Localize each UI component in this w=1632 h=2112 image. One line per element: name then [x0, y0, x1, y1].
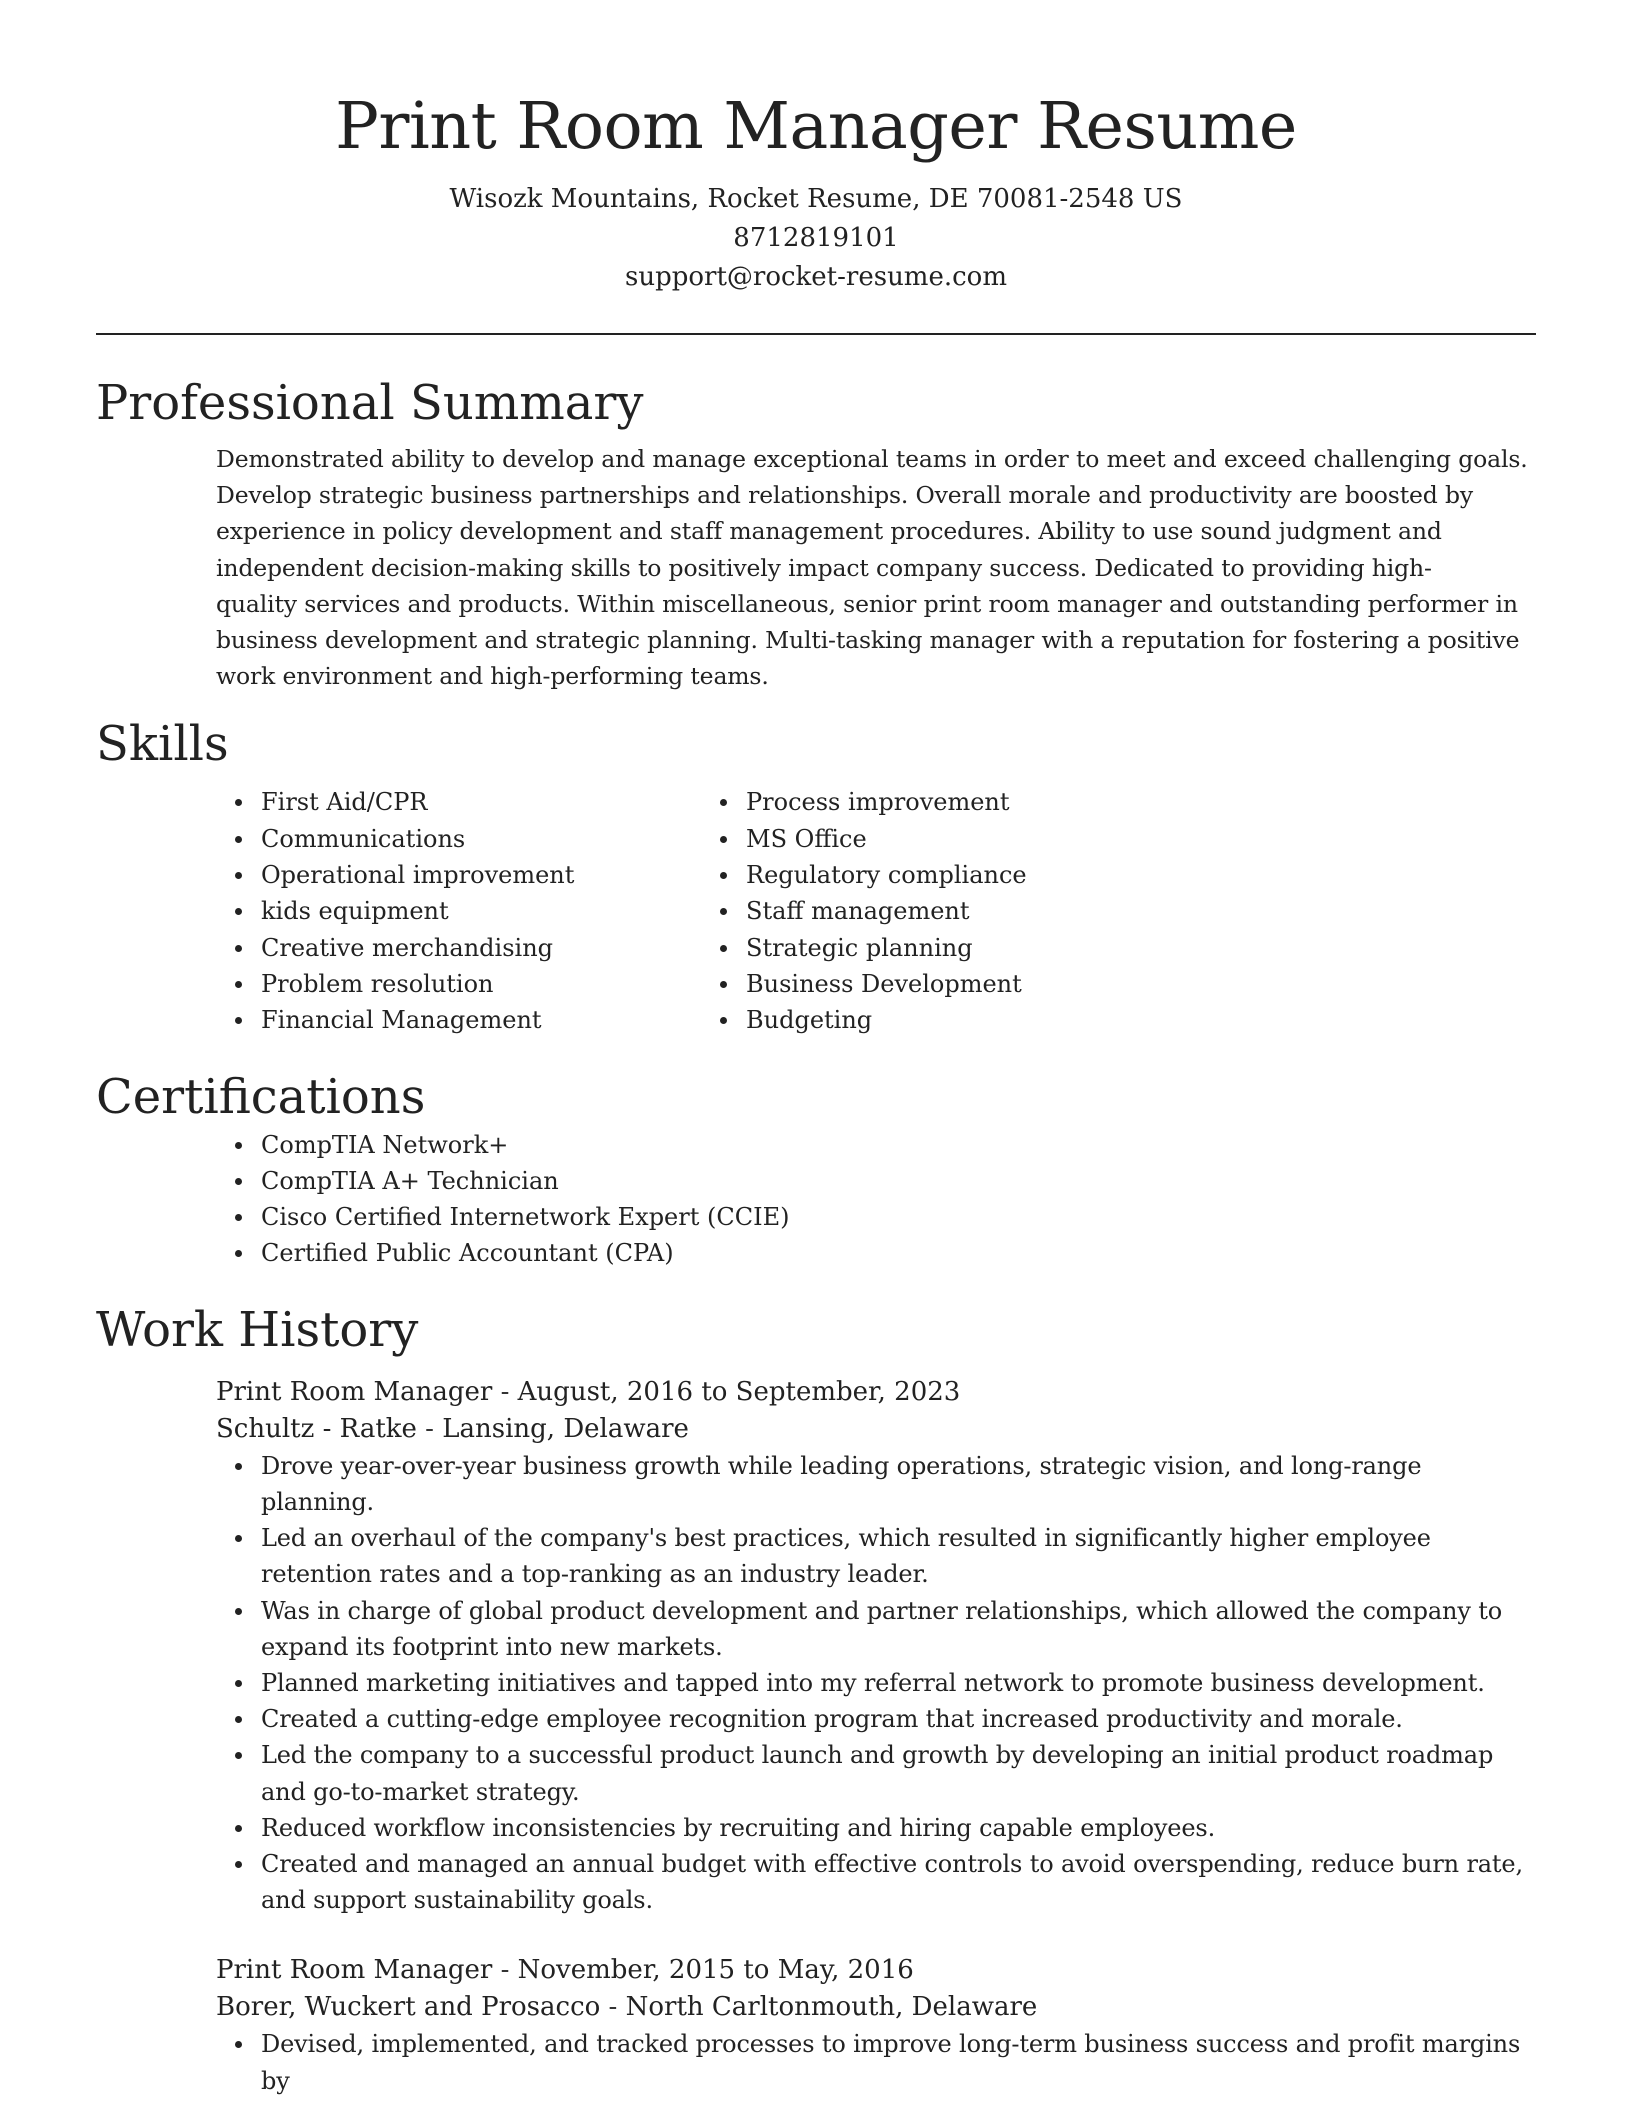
skill-item: MS Office	[746, 821, 1396, 857]
job-bullet: Devised, implemented, and tracked processes to improve long-term business success and profit margins by	[261, 2026, 1536, 2098]
certification-item: CompTIA A+ Technician	[261, 1163, 1536, 1199]
job-location: North Carltonmouth, Delaware	[625, 1992, 1038, 2023]
job-bullet: Led an overhaul of the company's best practices, which resulted in significantly higher employee retention rates and a top-ranking as an industry leader.	[261, 1520, 1536, 1592]
job-title-line	[216, 1952, 1536, 1989]
certification-item: Certified Public Accountant (CPA)	[261, 1235, 1536, 1271]
skill-item: Staff management	[746, 893, 1396, 929]
separator: -	[492, 1376, 518, 1407]
skill-item: Process improvement	[746, 784, 1396, 820]
job-company-line	[216, 1411, 1536, 1448]
job-bullet: Led the company to a successful product launch and growth by developing an initial product roadmap and go-to-market strategy.	[261, 1737, 1536, 1809]
job-title-line	[216, 1374, 1536, 1411]
summary-line: quality services and products. Within miscellaneous, senior print room manager and outstanding performer in	[216, 589, 1518, 618]
skills-heading: Skills	[96, 716, 229, 773]
job-bullets	[216, 1448, 1536, 1919]
resume-header	[96, 0, 1536, 297]
skill-item: Strategic planning	[746, 930, 1396, 966]
skill-item: Operational improvement	[261, 857, 746, 893]
skill-item: Business Development	[746, 966, 1396, 1002]
summary-line: experience in policy development and staff management procedures. Ability to use sound judgment and	[216, 517, 1442, 546]
job-bullet: Planned marketing initiatives and tapped into my referral network to promote business development.	[261, 1665, 1536, 1701]
job-dates: November, 2015 to May, 2016	[517, 1955, 914, 1986]
job-bullet: Reduced workflow inconsistencies by recruiting and hiring capable employees.	[261, 1810, 1536, 1846]
skill-item: Creative merchandising	[261, 930, 746, 966]
contact-phone: 8712819101	[733, 223, 899, 253]
summary-line: work environment and high-performing teams.	[216, 662, 769, 691]
job-bullets	[216, 2026, 1536, 2098]
skill-item: Financial Management	[261, 1002, 746, 1038]
skills-list-right	[746, 784, 1396, 1038]
certification-item: Cisco Certified Internetwork Expert (CCIE)	[261, 1199, 1536, 1235]
certifications-heading: Certifications	[96, 1068, 426, 1125]
job-bullet: Created and managed an annual budget with effective controls to avoid overspending, reduce burn rate, and support sustainability goals.	[261, 1846, 1536, 1918]
separator: -	[600, 1992, 626, 2023]
summary-text	[216, 441, 1536, 694]
skill-item: Budgeting	[746, 1002, 1396, 1038]
certification-item: CompTIA Network+	[261, 1127, 1536, 1163]
summary-line: Develop strategic business partnerships and relationships. Overall morale and productivity are boosted by	[216, 481, 1473, 510]
job-dates: August, 2016 to September, 2023	[517, 1376, 961, 1407]
contact-block	[96, 180, 1536, 297]
skill-item: First Aid/CPR	[261, 784, 746, 820]
job-company-line	[216, 1989, 1536, 2026]
skills-column-right	[746, 784, 1396, 1038]
summary-line: independent decision-making skills to positively impact company success. Dedicated to providing high-	[216, 553, 1432, 582]
job-bullet: Was in charge of global product development and partner relationships, which allowed the company to expand its footprint into new markets.	[261, 1593, 1536, 1665]
summary-line: Demonstrated ability to develop and manage exceptional teams in order to meet and exceed challenging goals.	[216, 445, 1528, 473]
separator: -	[416, 1413, 443, 1444]
skill-item: Regulatory compliance	[746, 857, 1396, 893]
work-history-heading: Work History	[96, 1301, 419, 1358]
job-company: Borer, Wuckert and Prosacco	[216, 1992, 601, 2023]
page-title: Print Room Manager Resume	[335, 89, 1297, 164]
skill-item: Problem resolution	[261, 966, 746, 1002]
contact-address: Wisozk Mountains, Rocket Resume, DE 70081-2548 US	[449, 184, 1183, 214]
job-entry	[216, 1374, 1536, 1919]
skills-list-left	[96, 784, 746, 1038]
skills-column-left	[96, 784, 746, 1038]
skill-item: Communications	[261, 821, 746, 857]
header-divider	[96, 333, 1536, 335]
job-entry	[216, 1952, 1536, 2098]
job-role: Print Room Manager	[216, 1955, 493, 1986]
contact-email: support@rocket-resume.com	[624, 262, 1007, 292]
separator: -	[492, 1955, 518, 1986]
job-role: Print Room Manager	[216, 1376, 493, 1407]
job-bullet: Drove year-over-year business growth while leading operations, strategic vision, and long-range planning.	[261, 1448, 1536, 1520]
summary-heading: Professional Summary	[96, 375, 644, 431]
skill-item: kids equipment	[261, 893, 746, 929]
skills-grid	[96, 784, 1536, 1038]
job-location: Lansing, Delaware	[442, 1413, 689, 1444]
summary-line: business development and strategic planning. Multi-tasking manager with a reputation for fostering a positive	[216, 626, 1520, 655]
certifications-list	[96, 1127, 1536, 1272]
job-bullet: Created a cutting-edge employee recognition program that increased productivity and morale.	[261, 1701, 1536, 1737]
job-company: Schultz - Ratke	[216, 1413, 417, 1444]
